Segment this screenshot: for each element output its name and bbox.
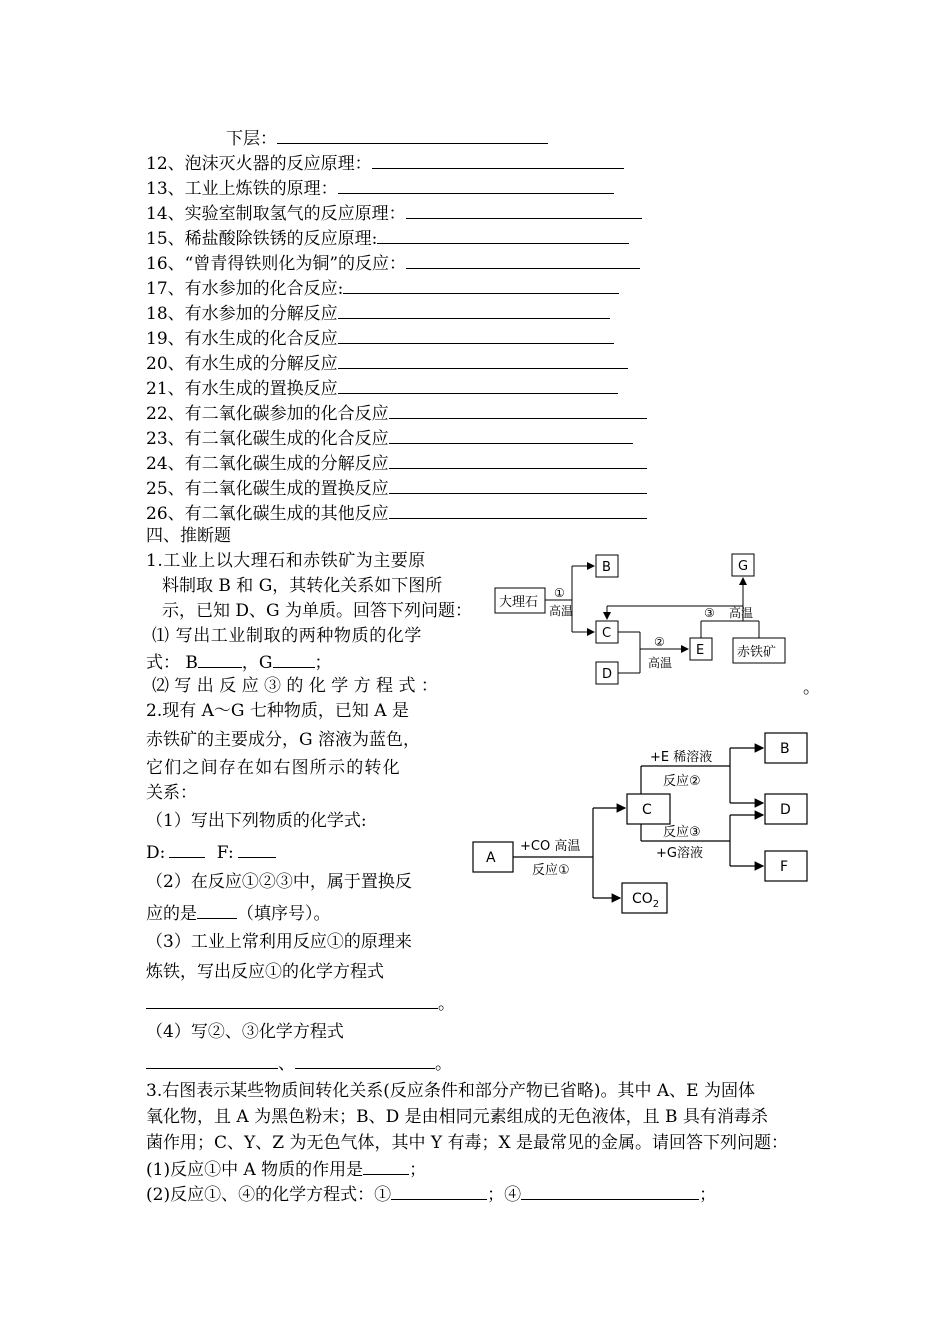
question-text: 、有水参加的化合反应: [167,279,344,299]
q2-line-2: 赤铁矿的主要成分，G 溶液为蓝色， [146,730,420,750]
q1-blank-g[interactable] [273,650,315,668]
answer-blank[interactable] [338,376,618,394]
q2-f-label: F: [211,843,234,863]
question-number: 17 [146,279,168,299]
question-text: 、有二氧化碳生成的化合反应 [167,429,389,449]
q3-line-3: 菌作用；C、Y、Z 为无色气体，其中 Y 有毒；X 是最常见的金属。请回答下列问题： [146,1133,788,1153]
question-number: 13 [146,179,168,199]
marble-label: 大理石 [499,595,539,610]
q2-separator: 、 [278,1054,295,1074]
q3-line-1: 3.右图表示某些物质间转化关系(反应条件和部分产物已省略)。其中 A、E 为固体 [146,1081,755,1101]
question-text: 、有二氧化碳参加的化合反应 [167,404,389,424]
q2-blank-equation-2[interactable] [146,1051,278,1069]
answer-blank[interactable] [338,301,610,319]
q2-line-13 [146,1051,452,1075]
q2-line-4: 关系： [146,783,197,803]
reaction-3-reagent: +G溶液 [656,846,703,861]
question-item [146,476,647,500]
q2-line-5: （1）写出下列物质的化学式: [146,811,367,831]
lower-layer-label: 下层： [226,129,277,149]
question-number: 12 [146,154,168,174]
question-text: 、有水生成的置换反应 [167,379,338,399]
c-label: C [602,626,612,641]
question-text: 、“曾青得铁则化为铜”的反应： [167,254,407,274]
question-item [146,201,642,225]
q2-q2-hint: （填序号）。 [237,904,331,924]
q2-line-7: （2）在反应①②③中，属于置换反 [146,872,412,892]
q3-q2-end: ； [699,1185,717,1205]
q3-q2-label: (2)反应①、④的化学方程式：① [146,1185,392,1205]
q2-blank-d[interactable] [169,840,205,858]
question-number: 26 [146,504,168,524]
question-text: 、稀盐酸除铁锈的反应原理: [167,229,378,249]
q2-line-3: 它们之间存在如右图所示的转化 [146,758,401,778]
co2-label: $CO_2$ [632,891,660,910]
question-number: 16 [146,254,168,274]
reaction-2-reagent: +E 稀溶液 [650,750,713,765]
q1-line-4: ⑴ 写出工业制取的两种物质的化学 [152,626,423,646]
q2-blank-f[interactable] [238,840,276,858]
q1-blank-b[interactable] [198,650,242,668]
question-text: 、有二氧化碳生成的置换反应 [167,479,389,499]
reaction-2-condition: 高温 [648,656,673,670]
question-item [146,326,614,350]
question-item [146,276,619,300]
q2-line-11 [146,991,455,1015]
question-text: 、泡沫灭火器的反应原理： [167,154,372,174]
answer-blank[interactable] [389,476,647,494]
e-label: E [696,643,705,658]
reaction-1-reagent: +CO 高温 [520,839,581,854]
answer-blank[interactable] [277,126,548,144]
reaction-1-number: ① [554,586,565,600]
q1-conversion-diagram [490,548,810,693]
q3-line-2: 氧化物，且 A 为黑色粉末；B、D 是由相同元素组成的无色液体，且 B 具有消毒杀 [146,1107,768,1127]
question-number: 18 [146,304,168,324]
question-text: 、有水生成的分解反应 [167,354,338,374]
question-item [146,176,614,200]
answer-blank[interactable] [389,401,647,419]
section-heading: 四、推断题 [146,526,231,546]
question-item [146,251,640,275]
question-item [146,351,628,375]
question-item [146,151,624,175]
question-number: 15 [146,229,168,249]
reaction-3-label: 反应③ [663,825,701,840]
q1-semicolon: ； [314,653,332,673]
q2-line-6 [146,840,276,864]
g-label: G [738,559,749,574]
question-number: 20 [146,354,168,374]
d-label: D [602,667,613,682]
q1-line-2: 料制取 B 和 G，其转化关系如下图所 [162,576,443,596]
q3-line-4 [146,1157,426,1181]
question-number: 23 [146,429,168,449]
answer-blank[interactable] [389,501,647,519]
b-label: B [602,560,611,575]
q2-line-9: （3）工业上常利用反应①的原理来 [146,932,412,952]
b-label: B [780,741,790,757]
reaction-1-label: 反应① [532,863,570,878]
q1-end-mark: 。 [803,678,820,698]
answer-blank[interactable] [406,201,642,219]
d-label: D [780,802,791,818]
question-number: 22 [146,404,168,424]
q2-line-1: 2.现有 A～G 七种物质，已知 A 是 [146,701,409,721]
question-item [146,301,610,325]
answer-blank[interactable] [338,326,614,344]
lower-layer-line [226,126,548,150]
q1-line-3: 示，已知 D、G 为单质。回答下列问题： [162,601,473,621]
answer-blank[interactable] [343,276,619,294]
q2-line-8 [146,901,331,925]
answer-blank[interactable] [338,351,628,369]
reaction-3-condition: 高温 [729,606,754,620]
q2-blank-replacement[interactable] [197,901,237,919]
q1-line-1: 1.工业上以大理石和赤铁矿为主要原 [146,551,426,571]
q2-d-label: D: [146,843,166,863]
answer-blank[interactable] [389,451,647,469]
q2-blank-equation-3[interactable] [295,1051,435,1069]
question-text: 、有水参加的分解反应 [167,304,338,324]
q1-line-6: ⑵ 写 出 反 应 ③ 的 化 学 方 程 式 ： [152,676,438,696]
question-number: 24 [146,454,168,474]
q2-line-12: （4）写②、③化学方程式 [146,1022,344,1042]
question-text: 、有二氧化碳生成的其他反应 [167,504,389,524]
question-number: 25 [146,479,168,499]
q2-line-10: 炼铁，写出反应①的化学方程式 [146,962,384,982]
q2-conversion-diagram [470,728,815,918]
answer-blank[interactable] [406,251,640,269]
question-item [146,426,633,450]
c-label: C [642,802,652,818]
q1-line-5 [146,650,332,674]
answer-blank[interactable] [377,226,629,244]
answer-blank[interactable] [338,176,614,194]
q1-formula-b-label: 式： B [146,653,198,673]
q2-q2-label: 应的是 [146,904,197,924]
reaction-3-number: ③ [704,606,715,620]
q3-q1-end: ； [409,1160,427,1180]
hematite-label: 赤铁矿 [737,645,777,660]
question-item [146,376,618,400]
reaction-1-condition: 高温 [549,604,574,618]
q3-q1-label: (1)反应①中 A 物质的作用是 [146,1160,364,1180]
reaction-2-number: ② [654,635,665,649]
q3-blank-role[interactable] [363,1157,409,1175]
question-text: 、有二氧化碳生成的分解反应 [167,454,389,474]
q3-line-5 [146,1182,716,1206]
question-text: 、有水生成的化合反应 [167,329,338,349]
answer-blank[interactable] [372,151,624,169]
question-item [146,226,629,250]
q3-blank-equation-4[interactable] [521,1182,699,1200]
q3-q2-mid: ；④ [487,1185,522,1205]
question-number: 14 [146,204,168,224]
q3-blank-equation-1[interactable] [391,1182,487,1200]
question-item [146,401,647,425]
question-item [146,451,647,475]
a-label: A [486,850,496,866]
question-item [146,501,647,525]
question-text: 、实验室制取氢气的反应原理： [167,204,406,224]
q2-period: 。 [438,994,455,1014]
question-text: 、工业上炼铁的原理： [167,179,338,199]
answer-blank[interactable] [389,426,633,444]
reaction-2-label: 反应② [663,774,701,789]
q1-formula-g-label: ，G [241,653,273,673]
f-label: F [780,859,789,875]
q2-end-period: 。 [435,1054,452,1074]
question-number: 19 [146,329,168,349]
q2-blank-equation-1[interactable] [146,991,438,1009]
question-number: 21 [146,379,168,399]
